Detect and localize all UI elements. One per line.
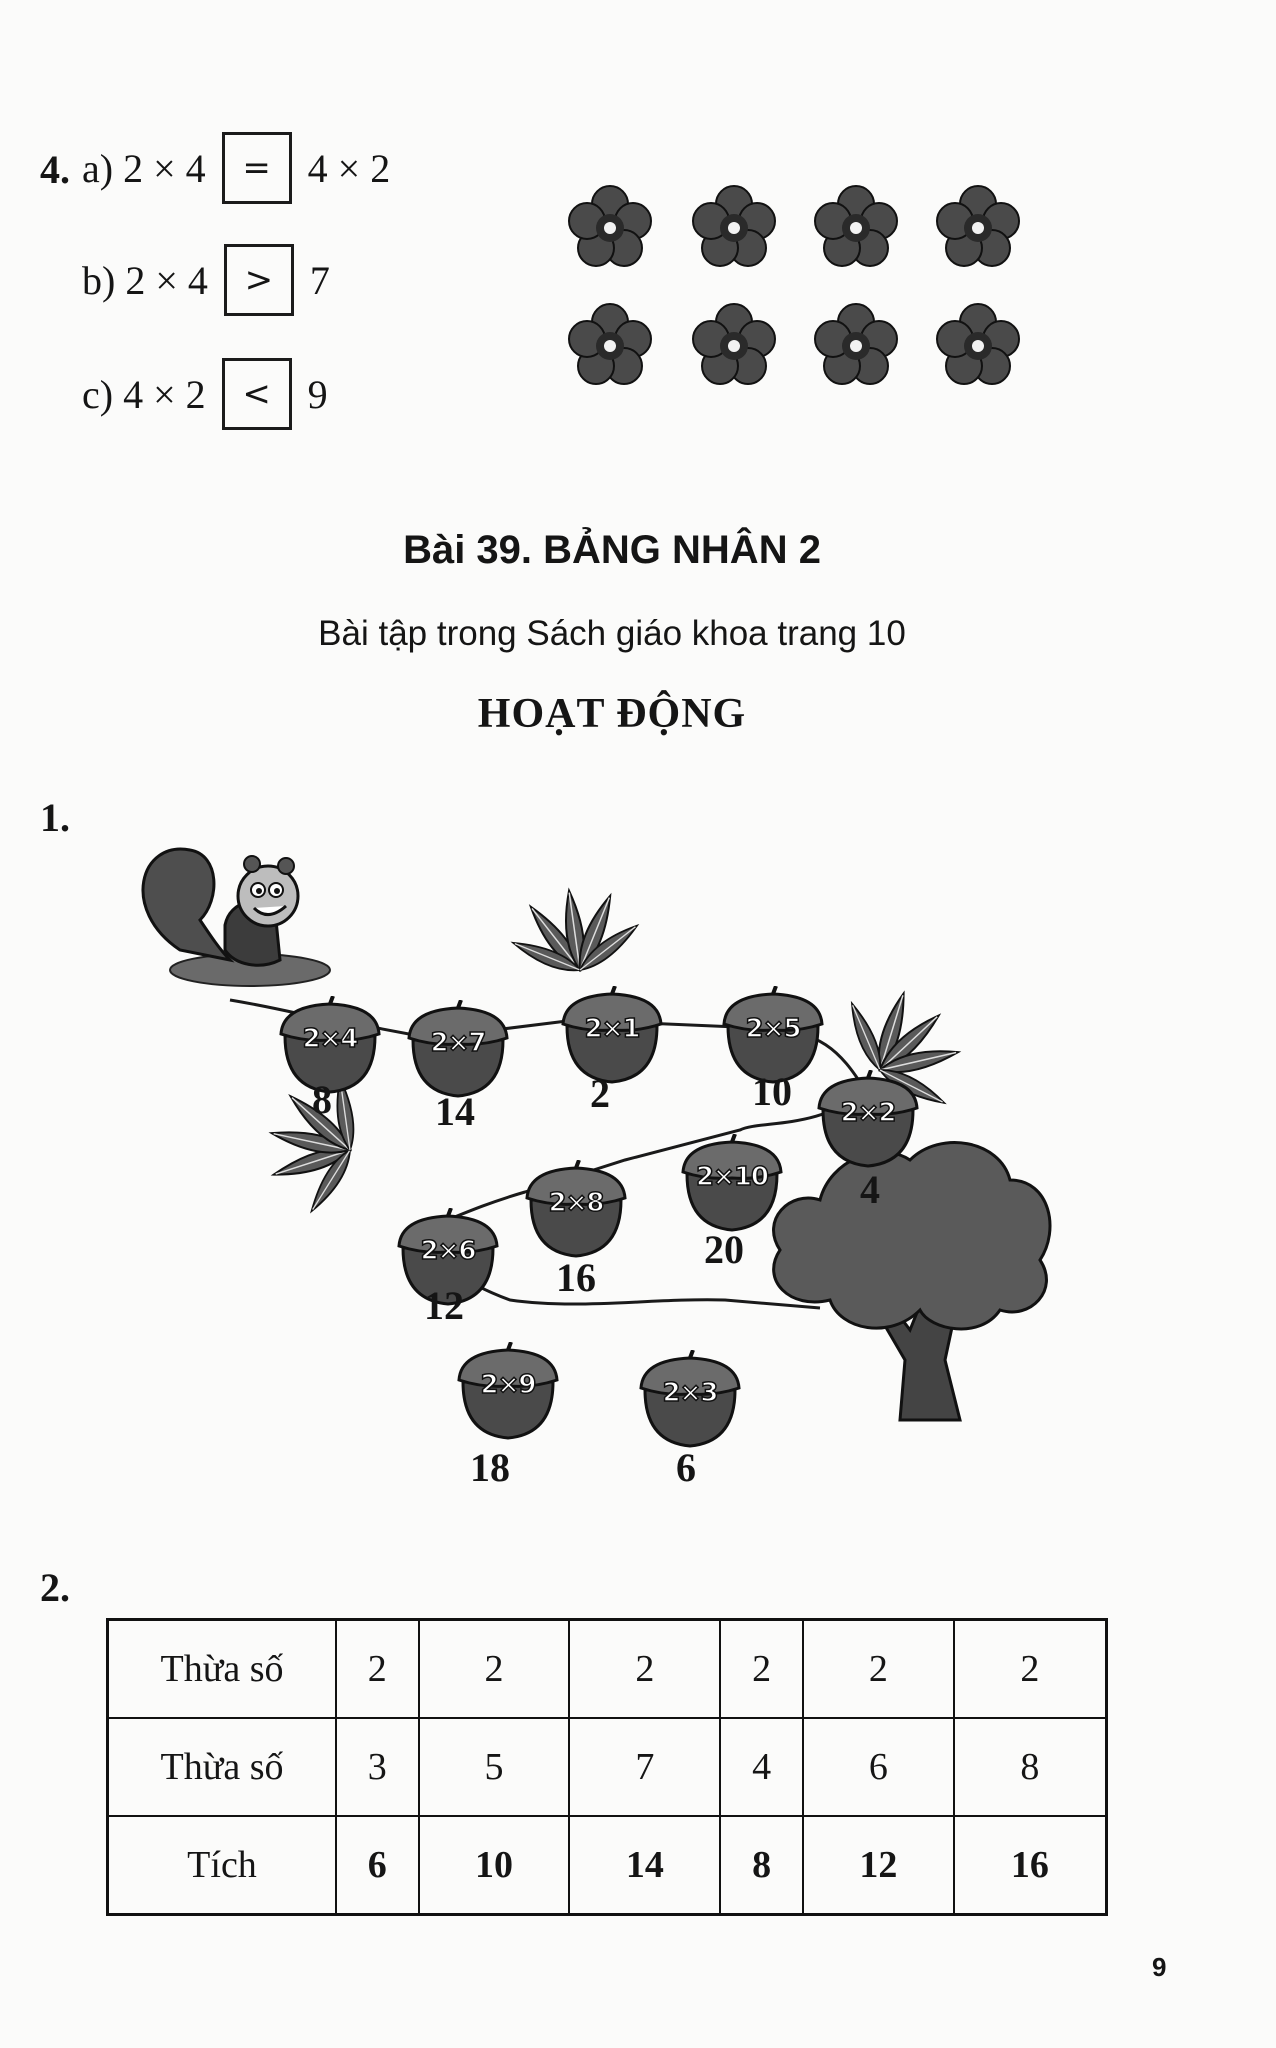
table-cell: 8 bbox=[954, 1718, 1107, 1816]
table-cell: 6 bbox=[336, 1816, 419, 1915]
table-cell: 2 bbox=[336, 1620, 419, 1719]
lesson-subtitle: Bài tập trong Sách giáo khoa trang 10 bbox=[318, 614, 906, 653]
table-row bbox=[108, 1816, 1107, 1915]
section-title: HOẠT ĐỘNG bbox=[477, 691, 747, 737]
acorn-result: 10 bbox=[752, 1069, 792, 1114]
row-label: b) bbox=[82, 257, 116, 303]
acorn-expression: 2×2 bbox=[840, 1098, 896, 1128]
left-expression: 4 × 2 bbox=[123, 371, 206, 417]
acorn-result: 12 bbox=[424, 1283, 464, 1328]
table-cell: 5 bbox=[419, 1718, 570, 1816]
activity-2-number: 2. bbox=[40, 1565, 70, 1610]
table-cell: 16 bbox=[954, 1816, 1107, 1915]
table-cell: 14 bbox=[569, 1816, 720, 1915]
acorn-expression: 2×1 bbox=[584, 1014, 640, 1044]
acorn-result: 4 bbox=[860, 1167, 880, 1212]
answer-sign-box[interactable]: = bbox=[222, 132, 292, 204]
table-row bbox=[108, 1718, 1107, 1816]
acorn-expression: 2×8 bbox=[548, 1188, 604, 1218]
row-label: c) bbox=[82, 371, 114, 417]
acorn-expression: 2×5 bbox=[745, 1014, 801, 1044]
row-label: a) bbox=[82, 145, 114, 191]
lesson-title: Bài 39. BẢNG NHÂN 2 bbox=[403, 528, 821, 572]
flower-icon bbox=[815, 186, 897, 266]
right-expression: 9 bbox=[307, 371, 328, 417]
table-row bbox=[108, 1620, 1107, 1719]
comparison-row-b bbox=[82, 244, 330, 316]
right-expression: 7 bbox=[309, 257, 330, 303]
table-cell: 12 bbox=[803, 1816, 954, 1915]
left-expression: 2 × 4 bbox=[123, 145, 206, 191]
table-cell: 2 bbox=[569, 1620, 720, 1719]
right-expression: 4 × 2 bbox=[307, 145, 391, 191]
acorn-expression: 2×7 bbox=[430, 1028, 486, 1058]
row-header: Thừa số bbox=[108, 1718, 337, 1816]
table-cell: 6 bbox=[803, 1718, 954, 1816]
row-header: Tích bbox=[108, 1816, 337, 1915]
flower-icon bbox=[815, 304, 897, 384]
acorn-expression: 2×4 bbox=[302, 1024, 358, 1054]
flower-icon bbox=[937, 304, 1019, 384]
multiplication-table bbox=[106, 1618, 1108, 1916]
flower-icon bbox=[569, 186, 651, 266]
acorn-expression: 2×10 bbox=[695, 1162, 769, 1192]
activity-1-number: 1. bbox=[40, 795, 70, 840]
acorn-expression: 2×9 bbox=[480, 1370, 536, 1400]
answer-sign-box[interactable]: < bbox=[222, 358, 292, 430]
table-cell: 8 bbox=[720, 1816, 803, 1915]
table-cell: 2 bbox=[803, 1620, 954, 1719]
flower-icon bbox=[937, 186, 1019, 266]
flower-icon bbox=[693, 304, 775, 384]
flowers-illustration bbox=[556, 176, 1036, 406]
acorn-result: 2 bbox=[590, 1071, 610, 1116]
page-number: 9 bbox=[1152, 1952, 1167, 1982]
table-cell: 2 bbox=[954, 1620, 1107, 1719]
acorn-result: 20 bbox=[704, 1227, 744, 1272]
acorn-expression: 2×3 bbox=[662, 1378, 718, 1408]
acorn-result: 8 bbox=[312, 1077, 332, 1122]
flower-icon bbox=[693, 186, 775, 266]
acorn-expression: 2×6 bbox=[420, 1236, 476, 1266]
row-header: Thừa số bbox=[108, 1620, 337, 1719]
acorn-result: 14 bbox=[435, 1089, 475, 1134]
acorn-result: 18 bbox=[470, 1445, 510, 1490]
acorn-result: 6 bbox=[676, 1445, 696, 1490]
table-cell: 3 bbox=[336, 1718, 419, 1816]
acorn-result: 16 bbox=[556, 1255, 596, 1300]
table-cell: 2 bbox=[419, 1620, 570, 1719]
left-expression: 2 × 4 bbox=[125, 257, 208, 303]
table-cell: 2 bbox=[720, 1620, 803, 1719]
exercise-4-number: 4. bbox=[40, 147, 70, 192]
comparison-row-a bbox=[82, 132, 390, 204]
flower-icon bbox=[569, 304, 651, 384]
comparison-row-c bbox=[82, 358, 328, 430]
leaf-cluster-icon bbox=[506, 885, 645, 984]
table-cell: 10 bbox=[419, 1816, 570, 1915]
table-cell: 7 bbox=[569, 1718, 720, 1816]
squirrel-icon bbox=[143, 849, 330, 986]
answer-sign-box[interactable]: > bbox=[224, 244, 294, 316]
table-cell: 4 bbox=[720, 1718, 803, 1816]
